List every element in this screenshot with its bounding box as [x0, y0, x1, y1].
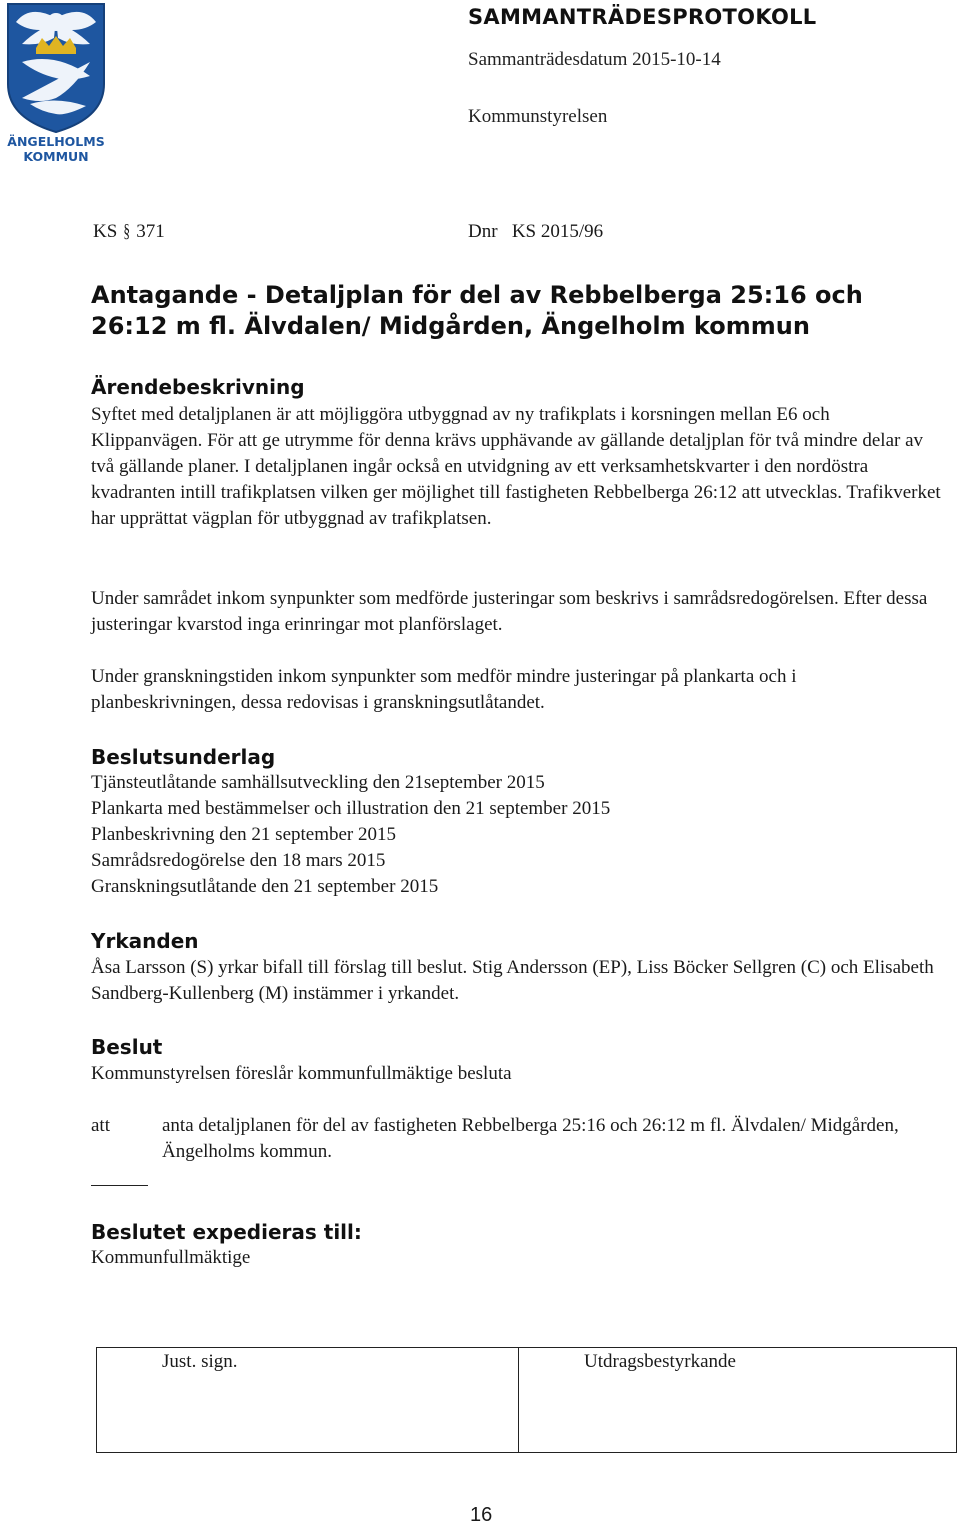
decision-intro: Kommunstyrelsen föreslår kommunfullmäktige besluta: [91, 1063, 512, 1084]
motions-text: Åsa Larsson (S) yrkar bifall till förslag till beslut. Stig Andersson (EP), Liss Böcker Sellgren (C) och Elisabeth Sandberg-Kullenberg (M) instämmer i yrkandet.: [91, 957, 934, 1004]
case-description-paragraph-3: Under granskningstiden inkom synpunkter som medför mindre justeringar på plankarta och i planbeskrivningen, dessa redovisas i granskningsutlåtandet.: [91, 666, 797, 713]
divider: [91, 1185, 148, 1186]
utdragsbestyrkande-label: Utdragsbestyrkande: [584, 1351, 736, 1372]
logo-text: ÄNGELHOLMS KOMMUN: [7, 134, 105, 164]
list-item: Plankarta med bestämmelser och illustration den 21 september 2015: [91, 798, 611, 819]
list-item: Samrådsredogörelse den 18 mars 2015: [91, 850, 386, 871]
page-number: 16: [470, 1504, 493, 1526]
section-heading-expedieras: Beslutet expedieras till:: [91, 1220, 362, 1244]
meeting-date: Sammanträdesdatum 2015-10-14: [468, 49, 721, 70]
case-description-paragraph-1: Syftet med detaljplanen är att möjliggöra utbyggnad av ny trafikplats i korsningen mellan E6 och Klippanvägen. För att ge utrymme för denna krävs upphävande av gällande detaljplan för två mindre delar av två gällande planer. I detaljplanen ingår också en utvidgning av ett verksamhetskvarter i den nordöstra kvadranten intill trafikplatsen vilken ger möjlighet till fastigheten Rebbelberga 26:12 att utvecklas. Trafikverket har upprättat vägplan för utbyggnad av trafikplatsen.: [91, 404, 941, 529]
signature-box-divider: [518, 1347, 519, 1453]
angelholm-coat-of-arms-icon: [0, 0, 112, 134]
case-description-paragraph-2: Under samrådet inkom synpunkter som medförde justeringar som beskrivs i samrådsredogörelsen. Efter dessa justeringar kvarstod inga erinringar mot planförslaget.: [91, 588, 928, 635]
section-heading-beslutsunderlag: Beslutsunderlag: [91, 745, 276, 769]
dnr-label: Dnr: [468, 221, 498, 242]
case-title: Antagande - Detaljplan för del av Rebbelberga 25:16 och 26:12 m fl. Älvdalen/ Midgården, Ängelholm kommun: [91, 281, 863, 340]
diary-number: [468, 221, 603, 243]
list-item: Granskningsutlåtande den 21 september 2015: [91, 876, 439, 897]
ks-prefix: KS: [93, 221, 118, 242]
document-type-title: SAMMANTRÄDESPROTOKOLL: [468, 5, 817, 29]
att-keyword: att: [91, 1115, 110, 1136]
committee-name: Kommunstyrelsen: [468, 106, 608, 127]
section-heading-arendebeskrivning: Ärendebeskrivning: [91, 375, 305, 399]
just-sign-label: Just. sign.: [162, 1351, 238, 1372]
section-sign: §: [123, 221, 131, 242]
section-heading-yrkanden: Yrkanden: [91, 929, 199, 953]
ks-number: 371: [136, 221, 165, 242]
section-heading-beslut: Beslut: [91, 1035, 163, 1059]
list-item: Tjänsteutlåtande samhällsutveckling den 21september 2015: [91, 772, 545, 793]
list-item: Planbeskrivning den 21 september 2015: [91, 824, 397, 845]
recipient: Kommunfullmäktige: [91, 1247, 251, 1268]
ks-paragraph-number: [93, 221, 165, 243]
dnr-value: KS 2015/96: [511, 221, 604, 242]
decision-text: anta detaljplanen för del av fastigheten Rebbelberga 25:16 och 26:12 m fl. Älvdalen/ Midgården, Ängelholms kommun.: [162, 1115, 899, 1162]
